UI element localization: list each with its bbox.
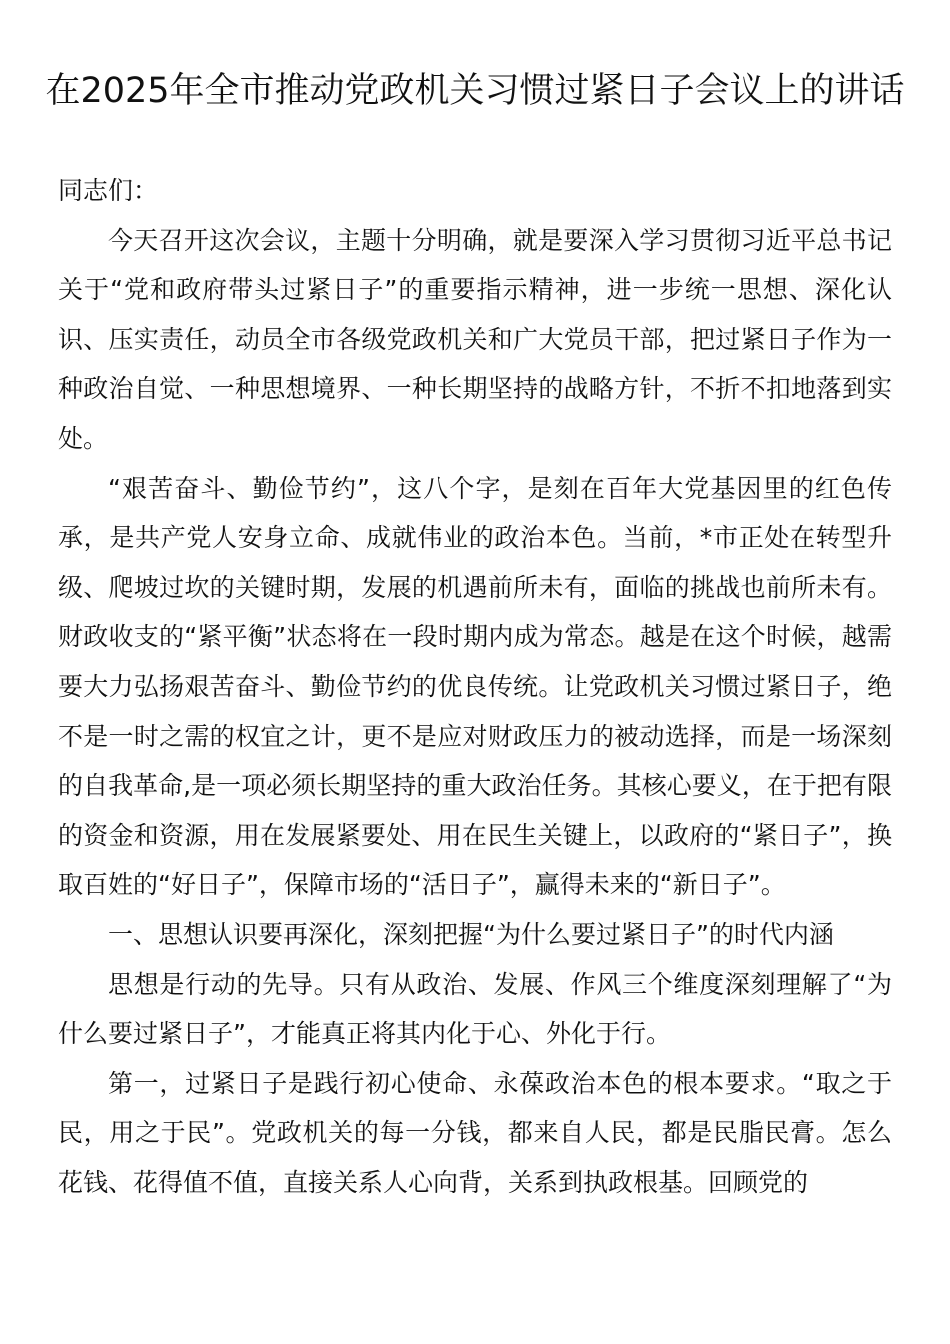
paragraph-background: “艰苦奋斗、勤俭节约”，这八个字，是刻在百年大党基因里的红色传承，是共产党人安身立命、成就伟业的政治本色。当前，*市正处在转型升级、爬坡过坎的关键时期，发展的机遇前所未有，面临的挑战也前所未有。财政收支的“紧平衡”状态将在一段时期内成为常态。越是在这个时候，越需要大力弘扬艰苦奋斗、勤俭节约的优良传统。让党政机关习惯过紧日子，绝不是一时之需的权宜之计，更不是应对财政压力的被动选择，而是一场深刻的自我革命,是一项必须长期坚持的重大政治任务。其核心要义，在于把有限的资金和资源，用在发展紧要处、用在民生关键上，以政府的“紧日子”，换取百姓的“好日子”，保障市场的“活日子”，赢得未来的“新日子”。 — [58, 473, 892, 900]
document-title: 在2025年全市推动党政机关习惯过紧日子会议上的讲话 — [45, 71, 905, 111]
paragraph-section-intro: 思想是行动的先导。只有从政治、发展、作风三个维度深刻理解了“为什么要过紧日子”，才能真正将其内化于心、外化于行。 — [58, 969, 892, 1049]
section-heading-1: 一、思想认识要再深化，深刻把握“为什么要过紧日子”的时代内涵 — [108, 919, 834, 949]
salutation: 同志们： — [58, 176, 159, 205]
paragraph-opening: 今天召开这次会议，主题十分明确，就是要深入学习贯彻习近平总书记关于“党和政府带头过紧日子”的重要指示精神，进一步统一思想、深化认识、压实责任，动员全市各级党政机关和广大党员干部，把过紧日子作为一种政治自觉、一种思想境界、一种长期坚持的战略方针，不折不扣地落到实处。 — [58, 225, 892, 453]
document-body — [58, 166, 892, 1207]
paragraph-point-1: 第一，过紧日子是践行初心使命、永葆政治本色的根本要求。“取之于民，用之于民”。党政机关的每一分钱，都来自人民，都是民脂民膏。怎么花钱、花得值不值，直接关系人心向背，关系到执政根基。回顾党的 — [58, 1068, 892, 1197]
